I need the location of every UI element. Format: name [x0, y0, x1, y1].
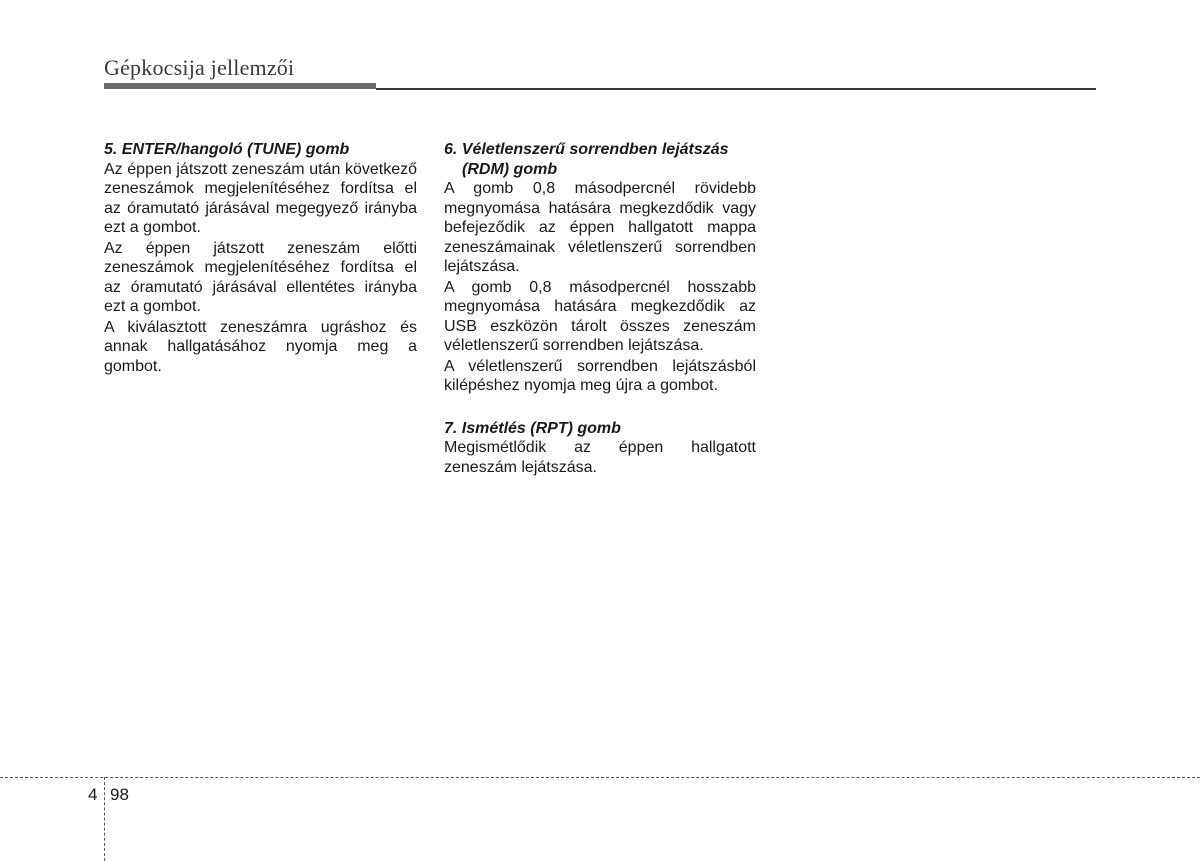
paragraph: Megismétlődik az éppen hallgatott zeneszám lejátszása.	[444, 439, 756, 476]
chapter-number: 4	[88, 785, 98, 804]
paragraph: Az éppen játszott zeneszám előtti zeneszámok megjelenítéséhez fordítsa el az óramutató járásával ellentétes irányba ezt a gombot.	[104, 239, 417, 315]
section-spacer	[444, 397, 756, 419]
right-column	[444, 140, 756, 478]
paragraph: A gomb 0,8 másodpercnél hosszabb megnyomása hatására megkezdődik az USB eszközön tárolt összes zeneszám véletlenszerű sorrendben lejátszása.	[444, 278, 756, 354]
header-rule-thick	[104, 83, 376, 89]
section-heading-enter-tune: 5. ENTER/hangoló (TUNE) gomb	[104, 141, 350, 158]
paragraph: A kiválasztott zeneszámra ugráshoz és annak hallgatásához nyomja meg a gombot.	[104, 318, 417, 375]
paragraph: Az éppen játszott zeneszám után következő zeneszámok megjelenítéséhez fordítsa el az óramutató járásával megegyező irányba ezt a gombot.	[104, 160, 417, 236]
page-title: Gépkocsija jellemzői	[104, 55, 295, 80]
page-number: 98	[110, 785, 129, 804]
footer-dashed-rule	[0, 777, 1200, 778]
paragraph: A véletlenszerű sorrendben lejátszásból kilépéshez nyomja meg újra a gombot.	[444, 357, 756, 394]
left-column	[104, 140, 417, 377]
section-heading-rpt: 7. Ismétlés (RPT) gomb	[444, 419, 621, 437]
section-heading-rdm-line1: 6. Véletlenszerű sorrendben lejátszás	[444, 141, 729, 158]
section-heading-rdm	[444, 140, 756, 179]
section-heading-rdm-line2: (RDM) gomb	[462, 160, 558, 178]
paragraph: A gomb 0,8 másodpercnél rövidebb megnyomása hatására megkezdődik vagy befejeződik az éppen hallgatott mappa zeneszámainak véletlenszerű sorrendben lejátszása.	[444, 180, 756, 275]
footer-dashed-divider	[104, 777, 105, 861]
header-rule-thin	[376, 88, 1096, 90]
